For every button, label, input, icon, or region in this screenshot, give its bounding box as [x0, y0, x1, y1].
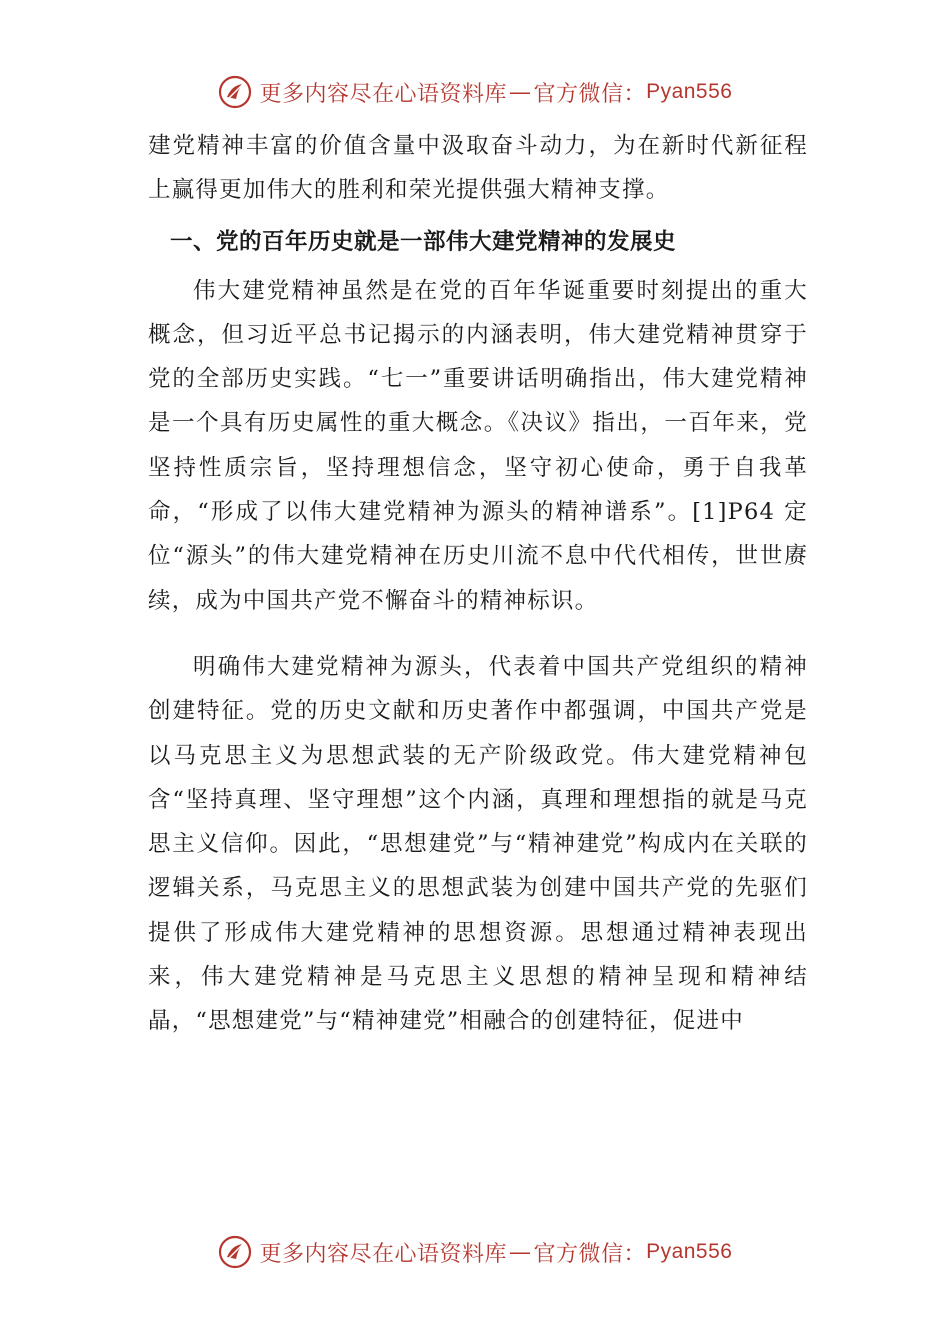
- seal-logo-icon: [218, 1235, 252, 1269]
- banner-wechat-id: Pyan556: [646, 1240, 733, 1263]
- opening-paragraph: 建党精神丰富的价值含量中汲取奋斗动力，为在新时代新征程上赢得更加伟大的胜利和荣光提供强大精神支撑。: [148, 133, 808, 204]
- paragraph-gap: [148, 623, 808, 645]
- banner-text: 更多内容尽在心语资料库: [259, 81, 508, 107]
- banner-wechat-label: 官方微信：: [533, 1241, 647, 1267]
- paragraph-1: 伟大建党精神虽然是在党的百年华诞重要时刻提出的重大概念，但习近平总书记揭示的内涵表明，伟大建党精神贯穿于党的全部历史实践。“七一”重要讲话明确指出，伟大建党精神是一个具有历史属性的重大概念。《决议》指出，一百年来，党坚持性质宗旨，坚持理想信念，坚守初心使命，勇于自我革命，“形成了以伟大建党精神为源头的精神谱系”。[1]P64 定位“源头”的伟大建党精神在历史川流不息中代代相传，世世赓续，成为中国共产党不懈奋斗的精神标识。: [148, 277, 808, 614]
- seal-logo-icon: [218, 75, 252, 109]
- document-body: [148, 124, 808, 1044]
- section-heading: 一、党的百年历史就是一部伟大建党精神的发展史: [170, 228, 677, 255]
- banner-wechat-id: Pyan556: [646, 80, 733, 103]
- banner-separator: —: [509, 79, 532, 105]
- header-banner: [0, 70, 950, 114]
- footer-banner: [0, 1230, 950, 1274]
- banner-separator: —: [509, 1239, 532, 1265]
- banner-wechat-label: 官方微信：: [533, 81, 647, 107]
- banner-text: 更多内容尽在心语资料库: [259, 1241, 508, 1267]
- paragraph-2: 明确伟大建党精神为源头，代表着中国共产党组织的精神创建特征。党的历史文献和历史著作中都强调，中国共产党是以马克思主义为思想武装的无产阶级政党。伟大建党精神包含“坚持真理、坚守理想”这个内涵，真理和理想指的就是马克思主义信仰。因此，“思想建党”与“精神建党”构成内在关联的逻辑关系，马克思主义的思想武装为创建中国共产党的先驱们提供了形成伟大建党精神的思想资源。思想通过精神表现出来，伟大建党精神是马克思主义思想的精神呈现和精神结晶，“思想建党”与“精神建党”相融合的创建特征，促进中: [148, 653, 808, 1035]
